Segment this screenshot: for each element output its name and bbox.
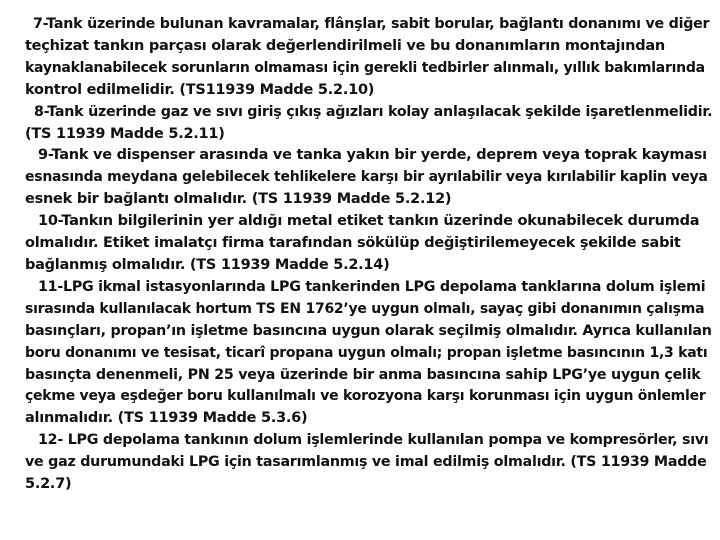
paragraph-line: ve gaz durumundaki LPG için tasarımlanmış ve imal edilmiş olmalıdır. (TS 11939 Madde [25,454,707,471]
paragraph-line: teçhizat tankın parçası olarak değerlendirilmeli ve bu donanımların montajından [25,37,665,54]
paragraph-item-10 [25,211,700,277]
paragraph-line: alınmalıdır. (TS 11939 Madde 5.3.6) [25,410,308,427]
paragraph-line: esnek bir bağlantı olmalıdır. (TS 11939 Madde 5.2.12) [25,191,452,208]
paragraph-item-11 [25,277,712,430]
paragraph-line: boru donanımı ve tesisat, ticarî propana uygun olmalı; propan işletme basıncının 1,3 katı [25,344,708,361]
paragraph-line: basınçta denenmeli, PN 25 veya üzerinde bir anma basıncına sahip LPG’ye uygun çelik [25,366,701,383]
paragraph-line: kaynaklanabilecek sorunların olmaması için gerekli tedbirler alınmalı, yıllık bakımlarında [25,59,705,76]
paragraph-item-9 [25,145,708,211]
paragraph-line: 11-LPG ikmal istasyonlarında LPG tankerinden LPG depolama tanklarına dolum işlemi [38,278,706,295]
paragraph-line: (TS 11939 Madde 5.2.11) [25,125,225,142]
paragraph-line: basınçları, propan’ın işletme basıncına uygun olarak seçilmiş olmalıdır. Ayrıca kullanılan [25,322,712,339]
paragraph-item-8 [25,102,713,146]
paragraph-line: 10-Tankın bilgilerinin yer aldığı metal etiket tankın üzerinde okunabilecek durumda [38,213,700,230]
paragraph-line: olmalıdır. Etiket imalatçı firma tarafından sökülüp değiştirilemeyecek şekilde sabit [25,235,681,252]
paragraph-item-7 [25,14,710,102]
paragraph-item-12 [25,430,709,496]
paragraph-line: çekme veya eşdeğer boru kullanılmalı ve korozyona karşı korunması için uygun önlemler [25,388,706,405]
paragraph-line: esnasında meydana gelebilecek tehlikelere karşı bir ayrılabilir veya kırılabilir kaplin veya [25,169,708,186]
paragraph-line: 5.2.7) [25,476,72,493]
paragraph-line: 12- LPG depolama tankının dolum işlemlerinde kullanılan pompa ve kompresörler, sıvı [38,432,709,449]
paragraph-line: kontrol edilmelidir. (TS11939 Madde 5.2.10) [25,81,375,98]
paragraph-line: 9-Tank ve dispenser arasında ve tanka yakın bir yerde, deprem veya toprak kayması [38,147,707,164]
document-body [25,14,713,496]
paragraph-line: 8-Tank üzerinde gaz ve sıvı giriş çıkış ağızları kolay anlaşılacak şekilde işaretlenmelidir. [34,103,713,120]
paragraph-line: sırasında kullanılacak hortum TS EN 1762’ye uygun olmalı, sayaç gibi donanımın çalışma [25,300,705,317]
paragraph-line: 7-Tank üzerinde bulunan kavramalar, flânşlar, sabit borular, bağlantı donanımı ve diğer [33,16,710,32]
paragraph-line: bağlanmış olmalıdır. (TS 11939 Madde 5.2.14) [25,256,390,273]
